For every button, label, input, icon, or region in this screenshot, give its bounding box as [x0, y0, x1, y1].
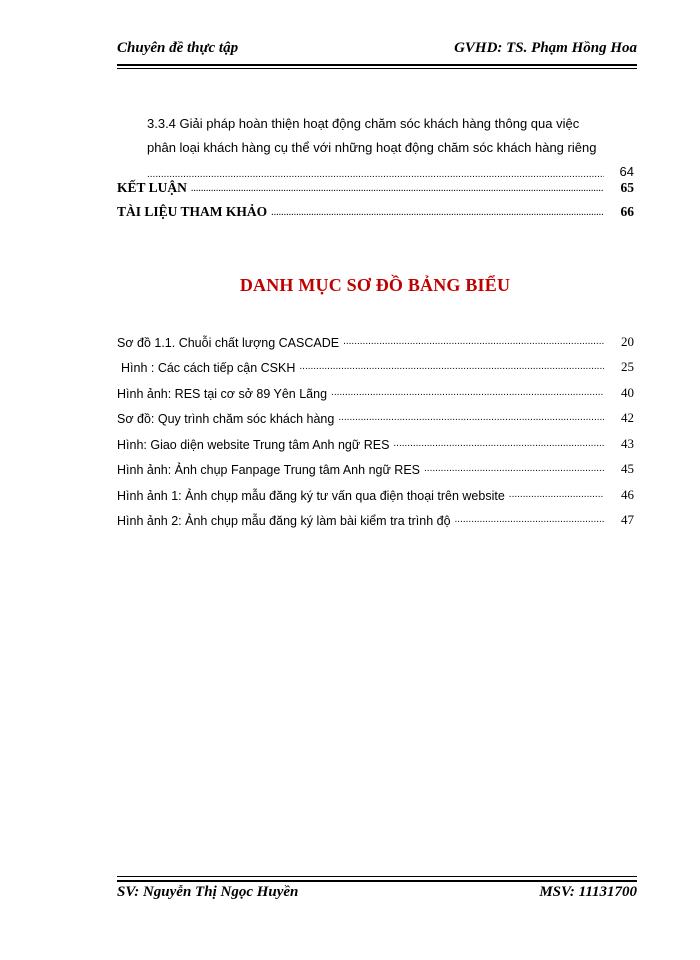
dot-leader: [424, 461, 604, 477]
header-rule-thin: [117, 68, 637, 69]
figure-list-item: [117, 477, 634, 503]
figure-page-number: 46: [621, 486, 634, 502]
footer-student-id: MSV: 11131700: [539, 884, 637, 900]
header-document-type: Chuyên đề thực tập: [117, 40, 239, 56]
figure-list-item: [117, 503, 634, 529]
footer-student-name: SV: Nguyễn Thị Ngọc Huyền: [117, 884, 299, 900]
dot-leader: [343, 334, 604, 350]
toc-references: [117, 202, 634, 222]
dot-leader: [331, 385, 604, 401]
figure-caption: Hình : Các cách tiếp cận CSKH: [121, 361, 296, 375]
figure-page-number: 40: [621, 384, 634, 400]
figure-list-item: [117, 426, 634, 452]
dot-leader: [271, 204, 604, 222]
toc-entry-line-2: phân loại khách hàng cụ thể với những hoạt động chăm sóc khách hàng riêng: [147, 140, 597, 155]
figure-caption: Hình: Giao diện website Trung tâm Anh ngữ RES: [117, 437, 390, 452]
dot-leader: [191, 180, 604, 198]
figure-list-item: [117, 350, 634, 376]
header-rule-thick: [117, 64, 637, 66]
toc-entry-line-1: 3.3.4 Giải pháp hoàn thiện hoạt động chăm sóc khách hàng thông qua việc: [147, 116, 580, 131]
figure-page-number: 42: [621, 410, 634, 425]
header-supervisor: GVHD: TS. Phạm Hồng Hoa: [454, 40, 637, 56]
footer-rule-thin: [117, 876, 637, 877]
toc-references-page-number: 66: [620, 204, 634, 219]
figure-caption: Sơ đồ 1.1. Chuỗi chất lượng CASCADE: [117, 335, 340, 350]
footer-rule-thick: [117, 880, 637, 882]
toc-entry-3-3-4: [147, 112, 634, 184]
figure-page-number: 43: [621, 435, 634, 451]
figure-caption: Hình ảnh 1: Ảnh chụp mẫu đăng ký tư vấn qua điện thoại trên website: [117, 488, 505, 503]
page-footer: [117, 884, 637, 904]
figure-list-item: [117, 375, 634, 401]
toc-entry-page-number: 64: [619, 164, 634, 179]
page-header: [117, 38, 637, 60]
figure-page-number: 47: [621, 512, 634, 527]
toc-conclusion: [117, 178, 634, 198]
figure-list-item: [117, 401, 634, 427]
figure-page-number: 20: [621, 333, 634, 349]
figure-caption: Hình ảnh: Ảnh chụp Fanpage Trung tâm Anh ngữ RES: [117, 463, 421, 477]
toc-conclusion-label: KẾT LUẬN: [117, 180, 187, 195]
toc-references-label: TÀI LIỆU THAM KHẢO: [117, 204, 268, 219]
toc-conclusion-page-number: 65: [620, 180, 634, 195]
figure-caption: Sơ đồ: Quy trình chăm sóc khách hàng: [117, 412, 335, 426]
figure-page-number: 45: [621, 461, 634, 476]
figures-list-title: DANH MỤC SƠ ĐỒ BẢNG BIỂU: [239, 275, 511, 295]
dot-leader: [299, 359, 604, 375]
dot-leader: [455, 512, 604, 528]
dot-leader: [338, 410, 604, 426]
figures-list: [117, 324, 634, 528]
dot-leader: [393, 436, 604, 452]
figure-page-number: 25: [621, 359, 634, 374]
figure-list-item: [117, 452, 634, 478]
figure-caption: Hình ảnh: RES tại cơ sở 89 Yên Lãng: [117, 386, 328, 401]
dot-leader: [509, 487, 604, 503]
figure-caption: Hình ảnh 2: Ảnh chụp mẫu đăng ký làm bài kiểm tra trình độ: [117, 514, 451, 528]
figure-list-item: [117, 324, 634, 350]
